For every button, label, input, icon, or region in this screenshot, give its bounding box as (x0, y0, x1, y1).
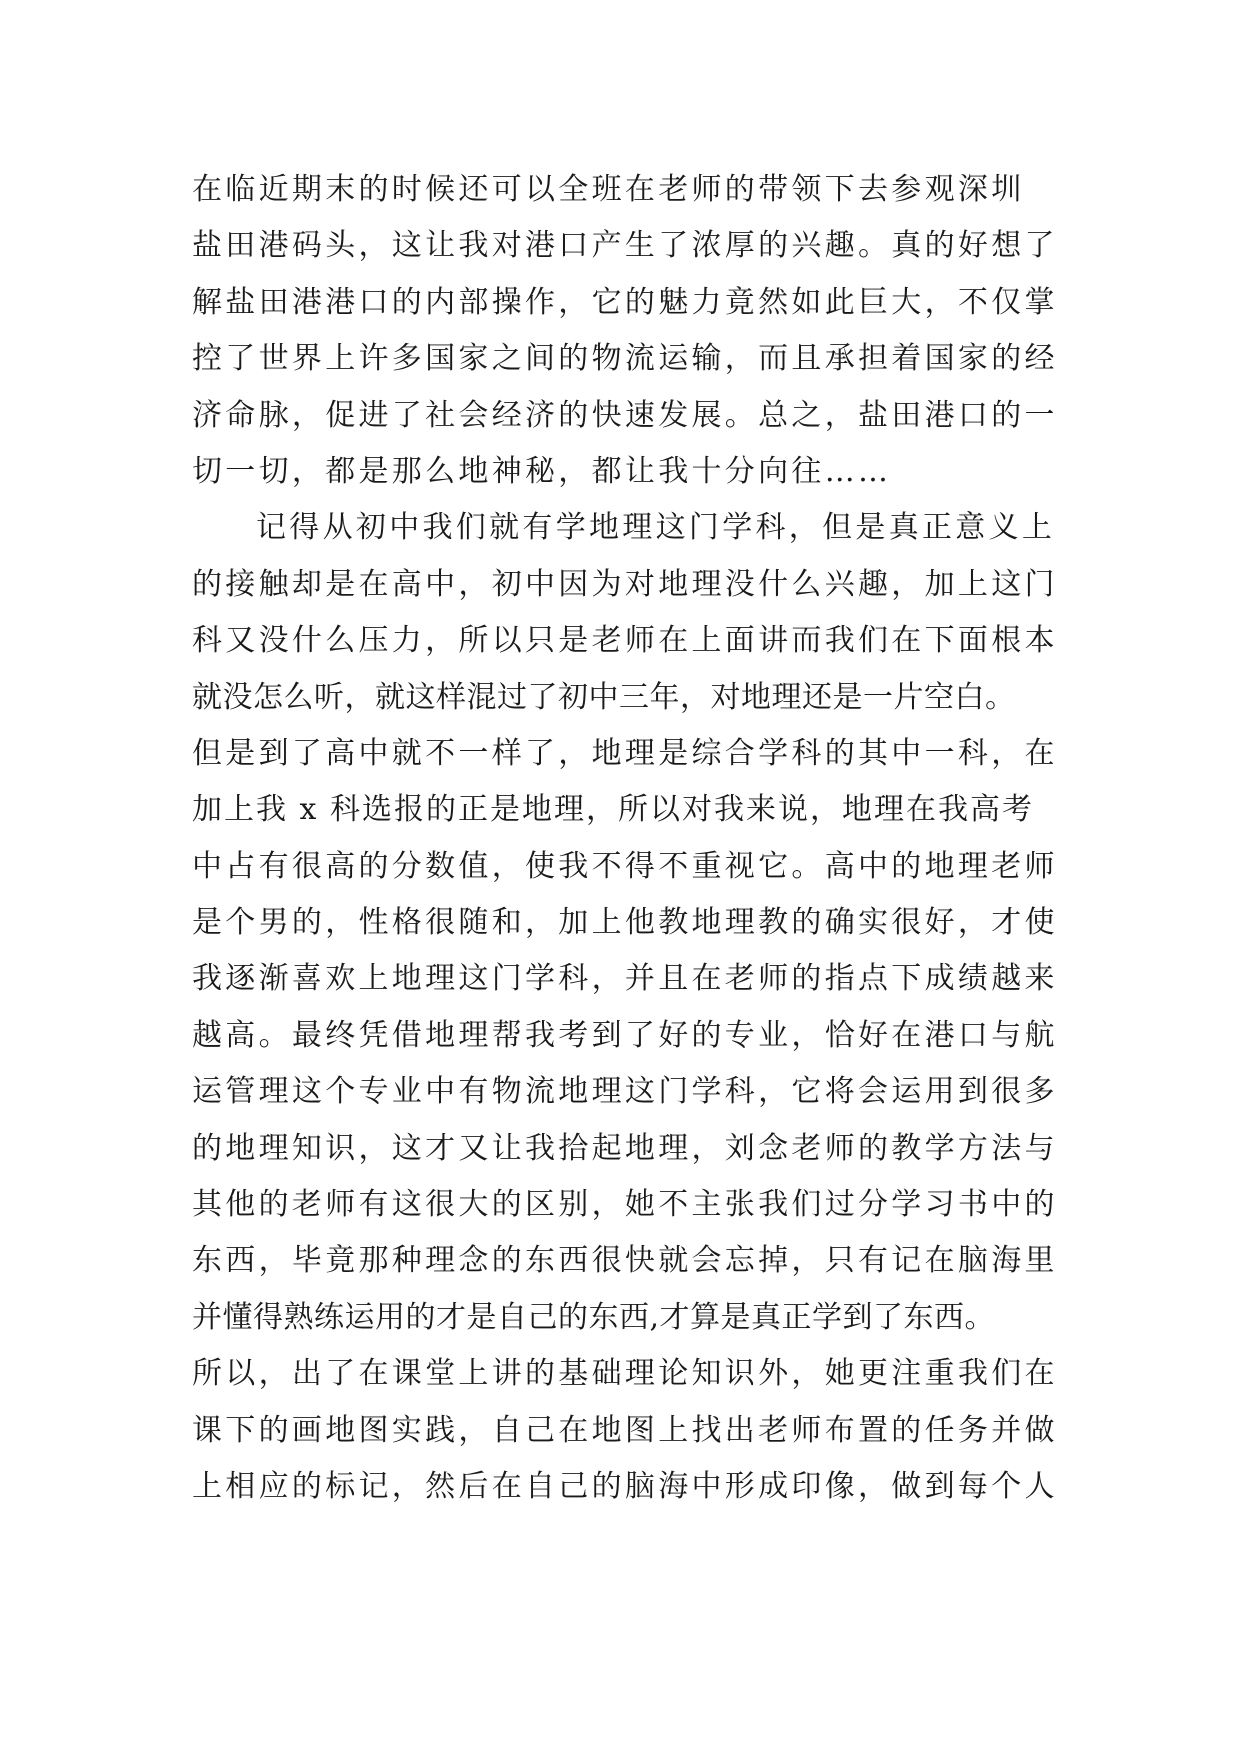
text-line: 科又没什么压力，所以只是老师在上面讲而我们在下面根本 (192, 623, 1058, 659)
text-line: 就没怎么听，就这样混过了初中三年，对地理还是一片空白。 (192, 679, 1016, 715)
text-line: 并懂得熟练运用的才是自己的东西,才算是真正学到了东西。 (192, 1299, 996, 1335)
text-line: 在临近期末的时候还可以全班在老师的带领下去参观深圳 (192, 172, 1025, 207)
text-line: 盐田港码头，这让我对港口产生了浓厚的兴趣。真的好想了 (192, 228, 1058, 264)
paragraph-start-line: 记得从初中我们就有学地理这门学科，但是真正意义上 (256, 510, 1056, 546)
text-line: 上相应的标记，然后在自己的脑海中形成印像，做到每个人 (192, 1468, 1058, 1504)
text-line: 东西，毕竟那种理念的东西很快就会忘掉，只有记在脑海里 (192, 1243, 1058, 1279)
text-line: 中占有很高的分数值，使我不得不重视它。高中的地理老师 (192, 848, 1058, 884)
text-line: 越高。最终凭借地理帮我考到了好的专业，恰好在港口与航 (192, 1017, 1058, 1053)
text-line: 我逐渐喜欢上地理这门学科，并且在老师的指点下成绩越来 (192, 961, 1058, 997)
text-line: 运管理这个专业中有物流地理这门学科，它将会运用到很多 (192, 1074, 1058, 1110)
text-line: 加上我 x 科选报的正是地理，所以对我来说，地理在我高考 (192, 792, 1034, 828)
text-line: 切一切，都是那么地神秘，都让我十分向往…… (192, 453, 892, 489)
text-line: 其他的老师有这很大的区别，她不主张我们过分学习书中的 (192, 1187, 1058, 1223)
text-line: 的地理知识，这才又让我拾起地理，刘念老师的教学方法与 (192, 1130, 1058, 1166)
text-line: 控了世界上许多国家之间的物流运输，而且承担着国家的经 (192, 341, 1058, 377)
text-line: 是个男的，性格很随和，加上他教地理教的确实很好，才使 (192, 905, 1058, 941)
text-line: 但是到了高中就不一样了，地理是综合学科的其中一科，在 (192, 735, 1058, 771)
text-line: 解盐田港港口的内部操作，它的魅力竟然如此巨大，不仅掌 (192, 284, 1058, 320)
text-line: 所以，出了在课堂上讲的基础理论知识外，她更注重我们在 (192, 1356, 1058, 1392)
text-line: 课下的画地图实践，自己在地图上找出老师布置的任务并做 (192, 1412, 1058, 1448)
text-line: 济命脉，促进了社会经济的快速发展。总之，盐田港口的一 (192, 397, 1058, 433)
body-text (192, 162, 1058, 1515)
text-line: 的接触却是在高中，初中因为对地理没什么兴趣，加上这门 (192, 566, 1058, 602)
